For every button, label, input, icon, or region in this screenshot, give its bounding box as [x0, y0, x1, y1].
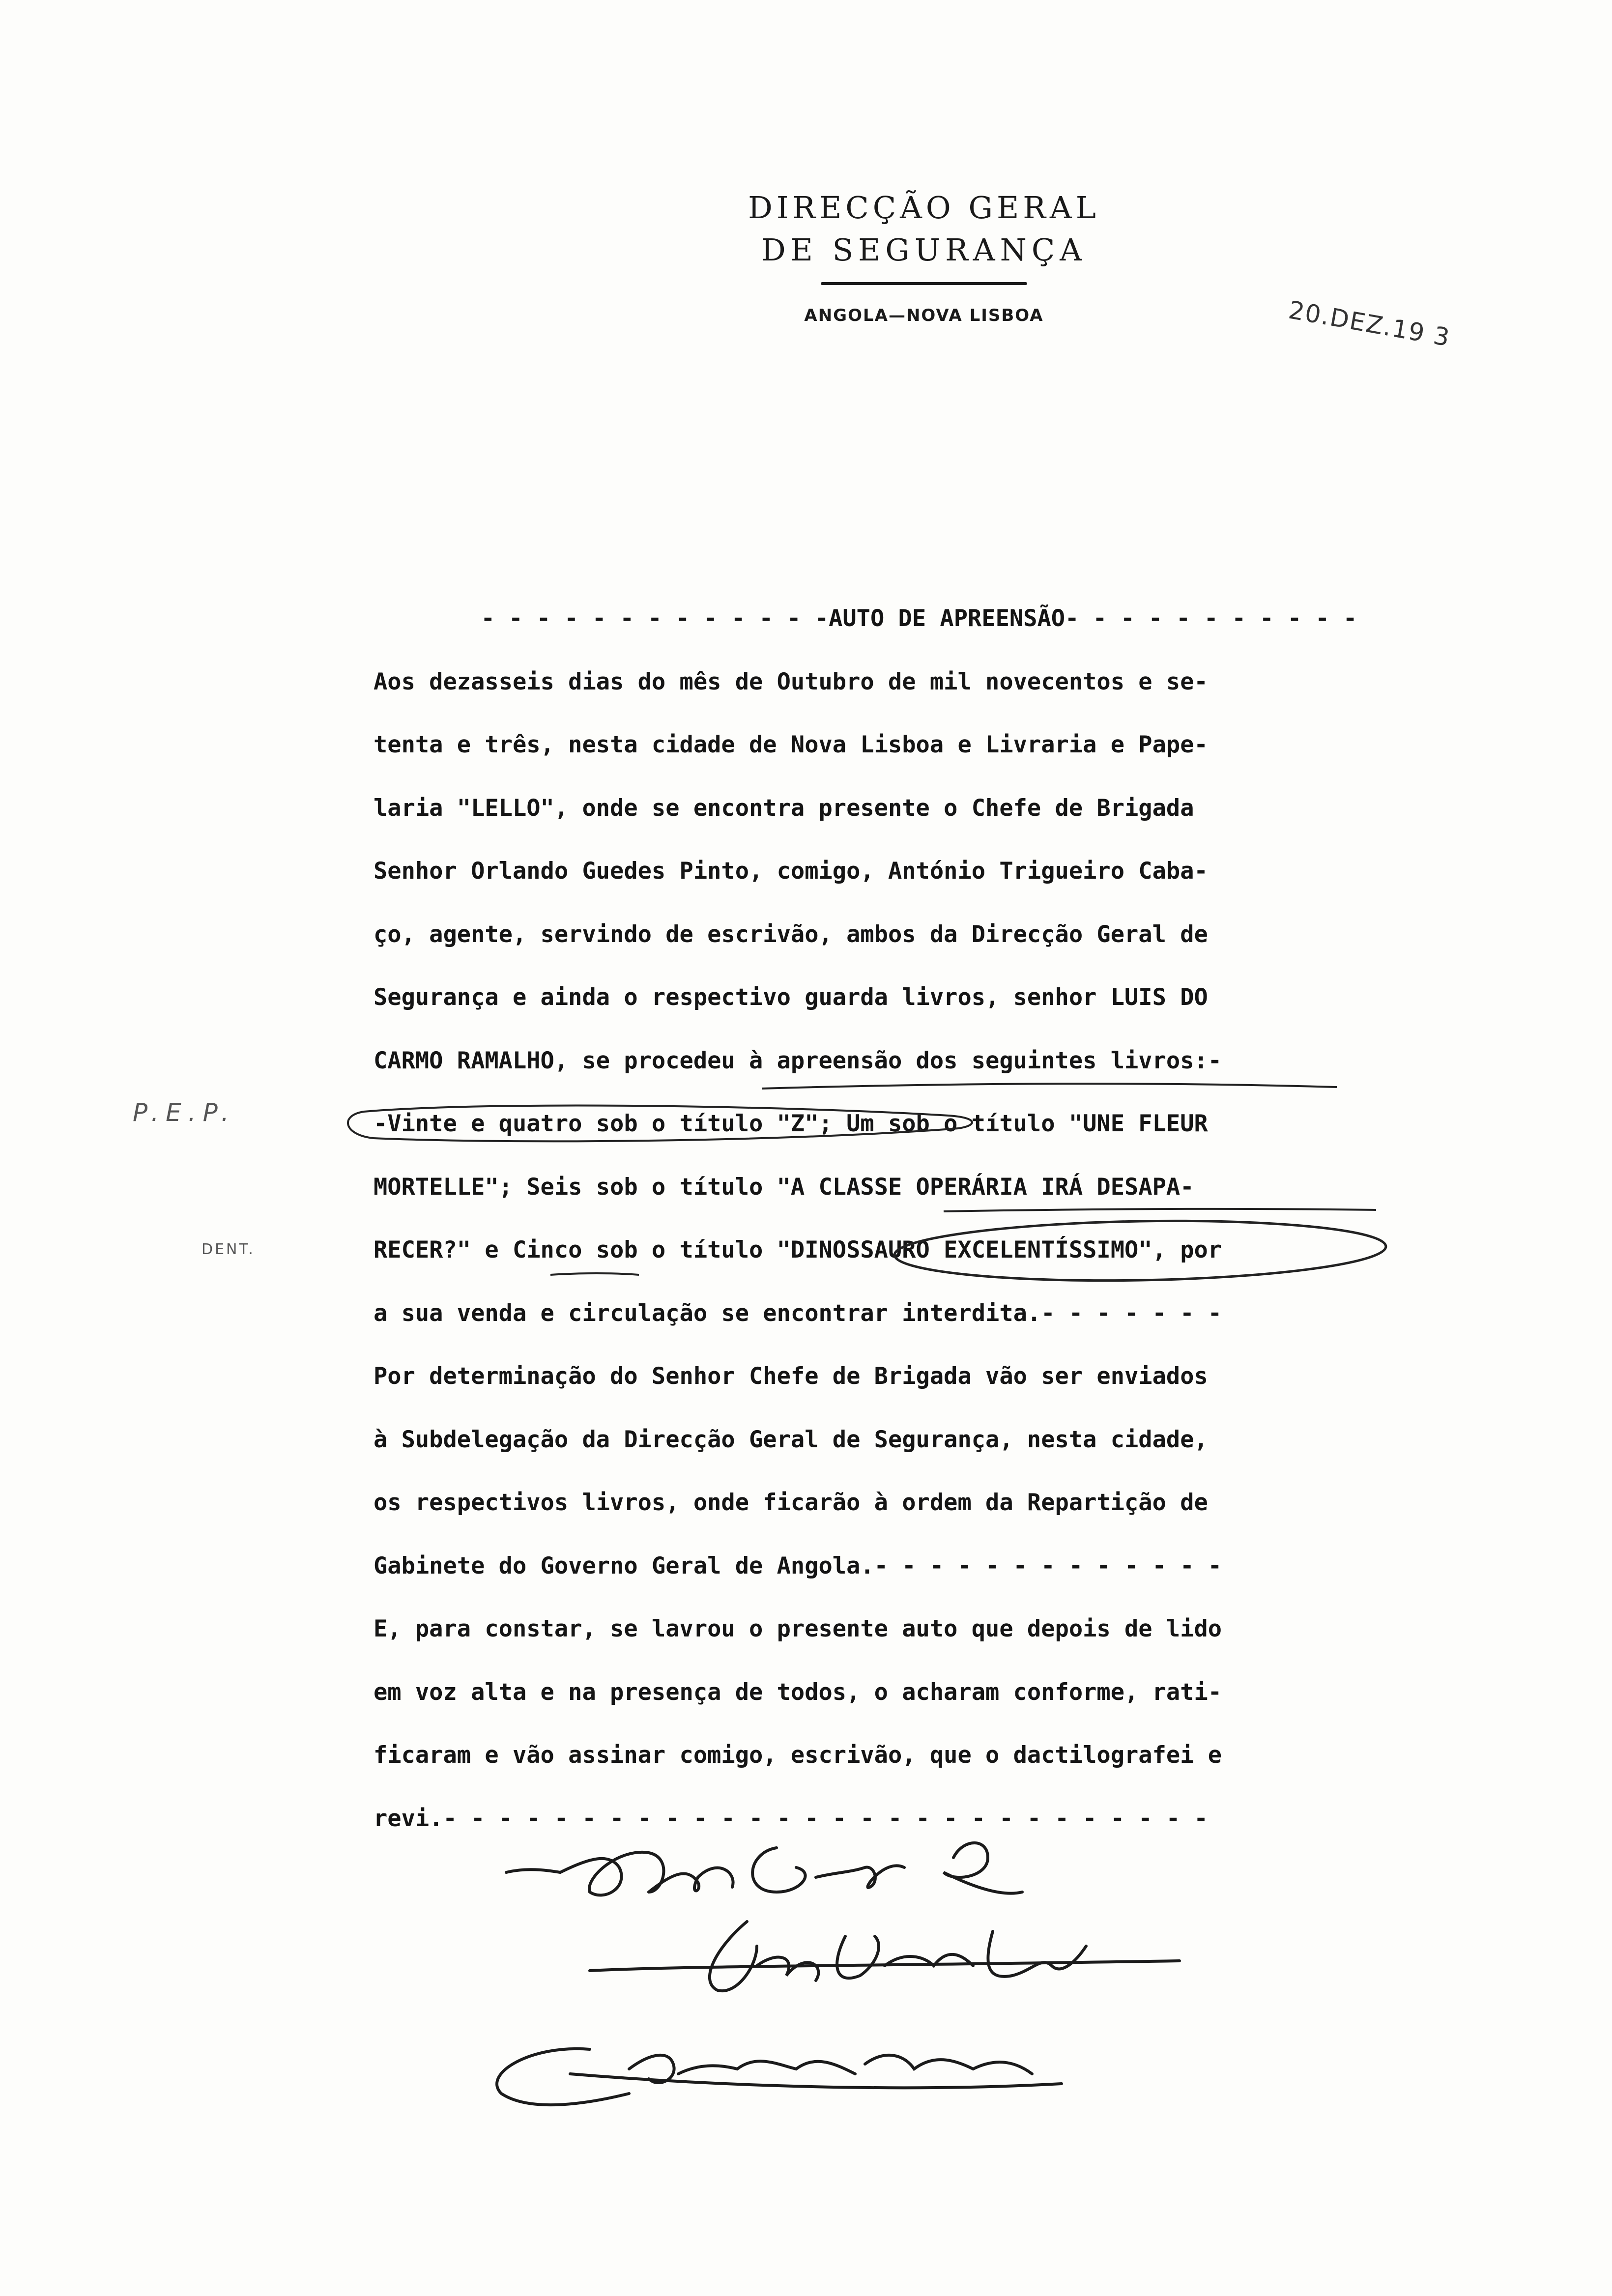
handwritten-date-stamp: 20.DEZ.19 3 — [1286, 295, 1453, 352]
document-line: ço, agente, servindo de escrivão, ambos da Direcção Geral de — [374, 920, 1208, 948]
letterhead — [678, 187, 1170, 325]
letterhead-title-line2: DE SEGURANÇA — [761, 232, 1087, 268]
document-line: ficaram e vão assinar comigo, escrivão, que o dactilografei e — [374, 1742, 1222, 1769]
document-line: revi.- - - - - - - - - - - - - - - - - - - - - - - - - - - - — [374, 1805, 1208, 1832]
typed-document-body — [374, 587, 1465, 1850]
document-line: E, para constar, se lavrou o presente auto que depois de lido — [374, 1615, 1222, 1642]
signature-2 — [590, 1922, 1180, 1991]
signature-3 — [497, 2049, 1062, 2105]
document-line: à Subdelegação da Direcção Geral de Segurança, nesta cidade, — [374, 1426, 1208, 1453]
document-line: CARMO RAMALHO, se procedeu à apreensão dos seguintes livros:- — [374, 1047, 1222, 1074]
document-line: Gabinete do Governo Geral de Angola.- - - - - - - - - - - - - — [374, 1552, 1222, 1579]
document-line: Segurança e ainda o respectivo guarda livros, senhor LUIS DO — [374, 984, 1208, 1011]
document-line: Senhor Orlando Guedes Pinto, comigo, António Trigueiro Caba- — [374, 858, 1208, 885]
document-line: RECER?" e Cinco sob o título "DINOSSAURO EXCELENTÍSSIMO", por — [374, 1236, 1222, 1263]
document-line: em voz alta e na presença de todos, o acharam conforme, rati- — [374, 1678, 1222, 1706]
document-line: -Vinte e quatro sob o título "Z"; Um sob o título "UNE FLEUR — [374, 1110, 1208, 1137]
document-line: Aos dezasseis dias do mês de Outubro de mil novecentos e se- — [374, 668, 1208, 695]
signature-1 — [506, 1843, 1022, 1895]
letterhead-location: ANGOLA—NOVA LISBOA — [804, 306, 1044, 325]
document-line: Por determinação do Senhor Chefe de Brigada vão ser enviados — [374, 1363, 1208, 1390]
document-line: laria "LELLO", onde se encontra presente o Chefe de Brigada — [374, 794, 1194, 822]
signatures-block — [442, 1818, 1327, 2172]
document-line: os respectivos livros, onde ficarão à ordem da Repartição de — [374, 1489, 1208, 1516]
document-line: MORTELLE"; Seis sob o título "A CLASSE OPERÁRIA IRÁ DESAPA- — [374, 1173, 1194, 1201]
letterhead-title-line1: DIRECÇÃO GERAL — [748, 190, 1100, 226]
document-heading: - - - - - - - - - - - - -AUTO DE APREENSÃO- - - - - - - - - - - — [481, 605, 1357, 632]
document-line: a sua venda e circulação se encontrar interdita.- - - - - - - — [374, 1299, 1222, 1327]
margin-note-pep: P.E.P. — [133, 1098, 236, 1127]
margin-note-dent: DENT. — [202, 1241, 255, 1258]
letterhead-divider — [821, 282, 1027, 285]
document-line: tenta e três, nesta cidade de Nova Lisboa e Livraria e Pape- — [374, 731, 1208, 758]
